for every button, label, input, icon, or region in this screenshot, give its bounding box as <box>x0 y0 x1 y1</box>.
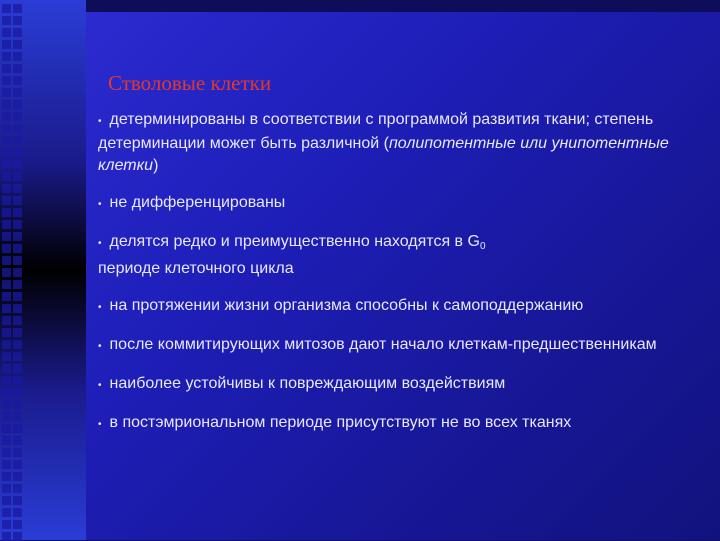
decor-square <box>2 136 11 145</box>
list-item <box>98 295 698 319</box>
decor-square <box>2 76 11 85</box>
decor-square <box>2 496 11 505</box>
decor-square <box>2 4 11 13</box>
decor-square <box>2 448 11 457</box>
decor-square <box>13 64 22 73</box>
decor-square <box>2 244 11 253</box>
decor-square <box>2 316 11 325</box>
item-text: делятся редко и преимущественно находятся в G <box>109 233 480 250</box>
decor-square <box>13 520 22 529</box>
decor-square <box>13 220 22 229</box>
decor-square <box>2 196 11 205</box>
decor-square <box>13 244 22 253</box>
decor-square <box>2 508 11 517</box>
decor-square <box>2 304 11 313</box>
decor-square <box>13 436 22 445</box>
decor-square <box>2 424 11 433</box>
bullet-list <box>98 109 698 451</box>
decor-square <box>13 88 22 97</box>
decor-square <box>13 232 22 241</box>
decor-square <box>13 448 22 457</box>
decor-square <box>2 340 11 349</box>
decor-square <box>13 172 22 181</box>
list-item <box>98 334 698 358</box>
decor-square <box>13 484 22 493</box>
item-text: после коммитирующих митозов дают начало клеткам-предшественникам <box>109 336 657 353</box>
decor-square <box>13 256 22 265</box>
decor-square <box>13 196 22 205</box>
decor-square <box>2 268 11 277</box>
decor-square <box>13 412 22 421</box>
item-text: наиболее устойчивы к повреждающим воздействиям <box>109 375 506 392</box>
decor-square <box>2 112 11 121</box>
decor-square <box>2 256 11 265</box>
list-item <box>98 373 698 397</box>
decor-square <box>2 172 11 181</box>
decor-square <box>2 484 11 493</box>
decor-square <box>13 292 22 301</box>
decor-square <box>13 52 22 61</box>
decor-square <box>13 100 22 109</box>
decor-square <box>2 64 11 73</box>
slide-title: Стволовые клетки <box>108 71 272 95</box>
decor-square <box>13 340 22 349</box>
decor-square <box>13 280 22 289</box>
bullet-icon: • <box>98 238 102 249</box>
decor-square <box>13 76 22 85</box>
list-item <box>98 412 698 436</box>
decor-square <box>2 88 11 97</box>
decor-square <box>13 304 22 313</box>
decor-square <box>13 472 22 481</box>
decor-square <box>2 292 11 301</box>
decor-squares <box>2 0 22 540</box>
item-text-rest: периоде клеточного цикла <box>98 260 294 277</box>
decor-square <box>2 388 11 397</box>
decor-square <box>13 112 22 121</box>
decor-square <box>2 208 11 217</box>
bullet-icon: • <box>98 302 102 313</box>
decor-square <box>13 508 22 517</box>
decor-square <box>13 184 22 193</box>
decor-square <box>2 328 11 337</box>
decor-square <box>2 100 11 109</box>
list-item <box>98 109 698 177</box>
decor-square <box>2 472 11 481</box>
decor-square <box>2 220 11 229</box>
item-italic: полипотентные или унипотентные клетки <box>98 135 669 174</box>
decor-square <box>2 16 11 25</box>
decor-square <box>13 460 22 469</box>
item-text: не дифференцированы <box>109 194 286 211</box>
decor-square <box>2 400 11 409</box>
decor-square <box>2 28 11 37</box>
decor-square <box>2 184 11 193</box>
list-item <box>98 231 698 280</box>
decor-square <box>13 352 22 361</box>
decor-square <box>2 124 11 133</box>
decor-square <box>13 364 22 373</box>
decor-square <box>2 52 11 61</box>
decor-square <box>13 268 22 277</box>
decor-square <box>2 232 11 241</box>
decor-square <box>13 136 22 145</box>
decor-square <box>2 412 11 421</box>
decor-square <box>13 160 22 169</box>
bullet-icon: • <box>98 116 102 127</box>
decor-square <box>13 400 22 409</box>
list-item <box>98 192 698 216</box>
decor-square <box>13 4 22 13</box>
decor-square <box>13 316 22 325</box>
decor-square <box>2 280 11 289</box>
item-subscript: 0 <box>479 241 486 252</box>
decor-square <box>2 364 11 373</box>
decor-square <box>13 376 22 385</box>
bullet-icon: • <box>98 341 102 352</box>
top-band <box>86 0 720 12</box>
decor-square <box>13 424 22 433</box>
decor-square <box>2 376 11 385</box>
decor-square <box>2 148 11 157</box>
decor-square <box>13 16 22 25</box>
item-text: на протяжении жизни организма способны к самоподдержанию <box>109 297 584 314</box>
decor-square <box>13 208 22 217</box>
decor-square <box>2 40 11 49</box>
bullet-icon: • <box>98 199 102 210</box>
decor-square <box>13 148 22 157</box>
bullet-icon: • <box>98 380 102 391</box>
decor-square <box>2 520 11 529</box>
decor-square <box>13 28 22 37</box>
item-text: в постэмриональном периоде присутствуют не во всех тканях <box>109 414 572 431</box>
decor-square <box>2 160 11 169</box>
decor-square <box>13 124 22 133</box>
decor-square <box>13 328 22 337</box>
bullet-icon: • <box>98 419 102 430</box>
decor-square <box>2 352 11 361</box>
decor-square <box>13 388 22 397</box>
decor-square <box>13 40 22 49</box>
item-text: детерминированы в соответствии с программой развития ткани; степень детерминации может быть различной ( <box>98 111 654 152</box>
item-close: ) <box>153 157 159 174</box>
decor-square <box>13 496 22 505</box>
decor-square <box>2 460 11 469</box>
decor-square <box>2 436 11 445</box>
